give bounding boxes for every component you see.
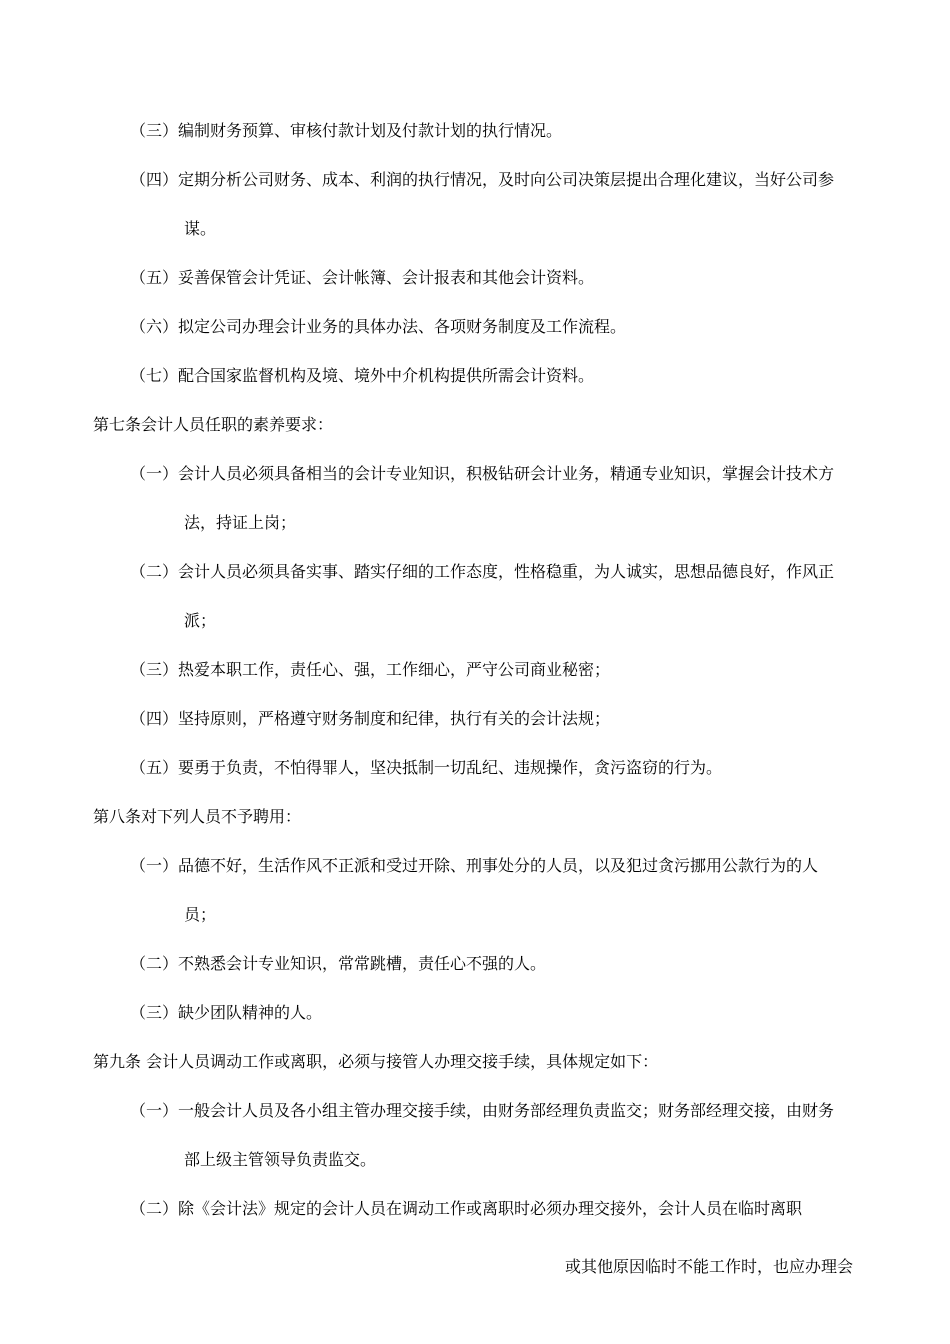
item-line: （四）定期分析公司财务、成本、利润的执行情况，及时向公司决策层提出合理化建议，当好公司参: [130, 170, 835, 189]
item-line: （二）除《会计法》规定的会计人员在调动工作或离职时必须办理交接外，会计人员在临时离职: [130, 1199, 803, 1218]
item-line: （二）不熟悉会计专业知识，常常跳槽，责任心不强的人。: [130, 954, 547, 973]
item-line: （七）配合国家监督机构及境、境外中介机构提供所需会计资料。: [130, 366, 595, 385]
item-line: （六）拟定公司办理会计业务的具体办法、各项财务制度及工作流程。: [130, 317, 627, 336]
item-line: （三）缺少团队精神的人。: [130, 1003, 323, 1022]
item-line: （五）妥善保管会计凭证、会计帐簿、会计报表和其他会计资料。: [130, 268, 595, 287]
item-line: （五）要勇于负责，不怕得罪人，坚决抵制一切乱纪、违规操作，贪污盗窃的行为。: [130, 758, 723, 777]
item-line: （一）品德不好，生活作风不正派和受过开除、刑事处分的人员，以及犯过贪污挪用公款行为的人: [130, 856, 819, 875]
item-line: （一）一般会计人员及各小组主管办理交接手续，由财务部经理负责监交；财务部经理交接，由财务: [130, 1101, 835, 1120]
article-heading: 第九条 会计人员调动工作或离职，必须与接管人办理交接手续，具体规定如下：: [93, 1052, 659, 1071]
item-continuation: 员；: [184, 905, 217, 924]
article-heading: 第八条对下列人员不予聘用：: [93, 807, 302, 826]
item-line: （四）坚持原则，严格遵守财务制度和纪律，执行有关的会计法规；: [130, 709, 611, 728]
article-heading: 第七条会计人员任职的素养要求：: [93, 415, 334, 434]
item-continuation: 谋。: [184, 219, 217, 238]
item-continuation: 派；: [184, 611, 217, 630]
item-continuation: 部上级主管领导负责监交。: [184, 1150, 377, 1169]
item-line: （三）热爱本职工作，责任心、强，工作细心，严守公司商业秘密；: [130, 660, 611, 679]
item-continuation: 法，持证上岗；: [184, 513, 297, 532]
item-line: （一）会计人员必须具备相当的会计专业知识，积极钻研会计业务，精通专业知识，掌握会计技术方: [130, 464, 835, 483]
item-line: （二）会计人员必须具备实事、踏实仔细的工作态度，性格稳重，为人诚实，思想品德良好，作风正: [130, 562, 835, 581]
item-continuation: 或其他原因临时不能工作时，也应办理会: [565, 1257, 854, 1276]
item-line: （三）编制财务预算、审核付款计划及付款计划的执行情况。: [130, 121, 563, 140]
